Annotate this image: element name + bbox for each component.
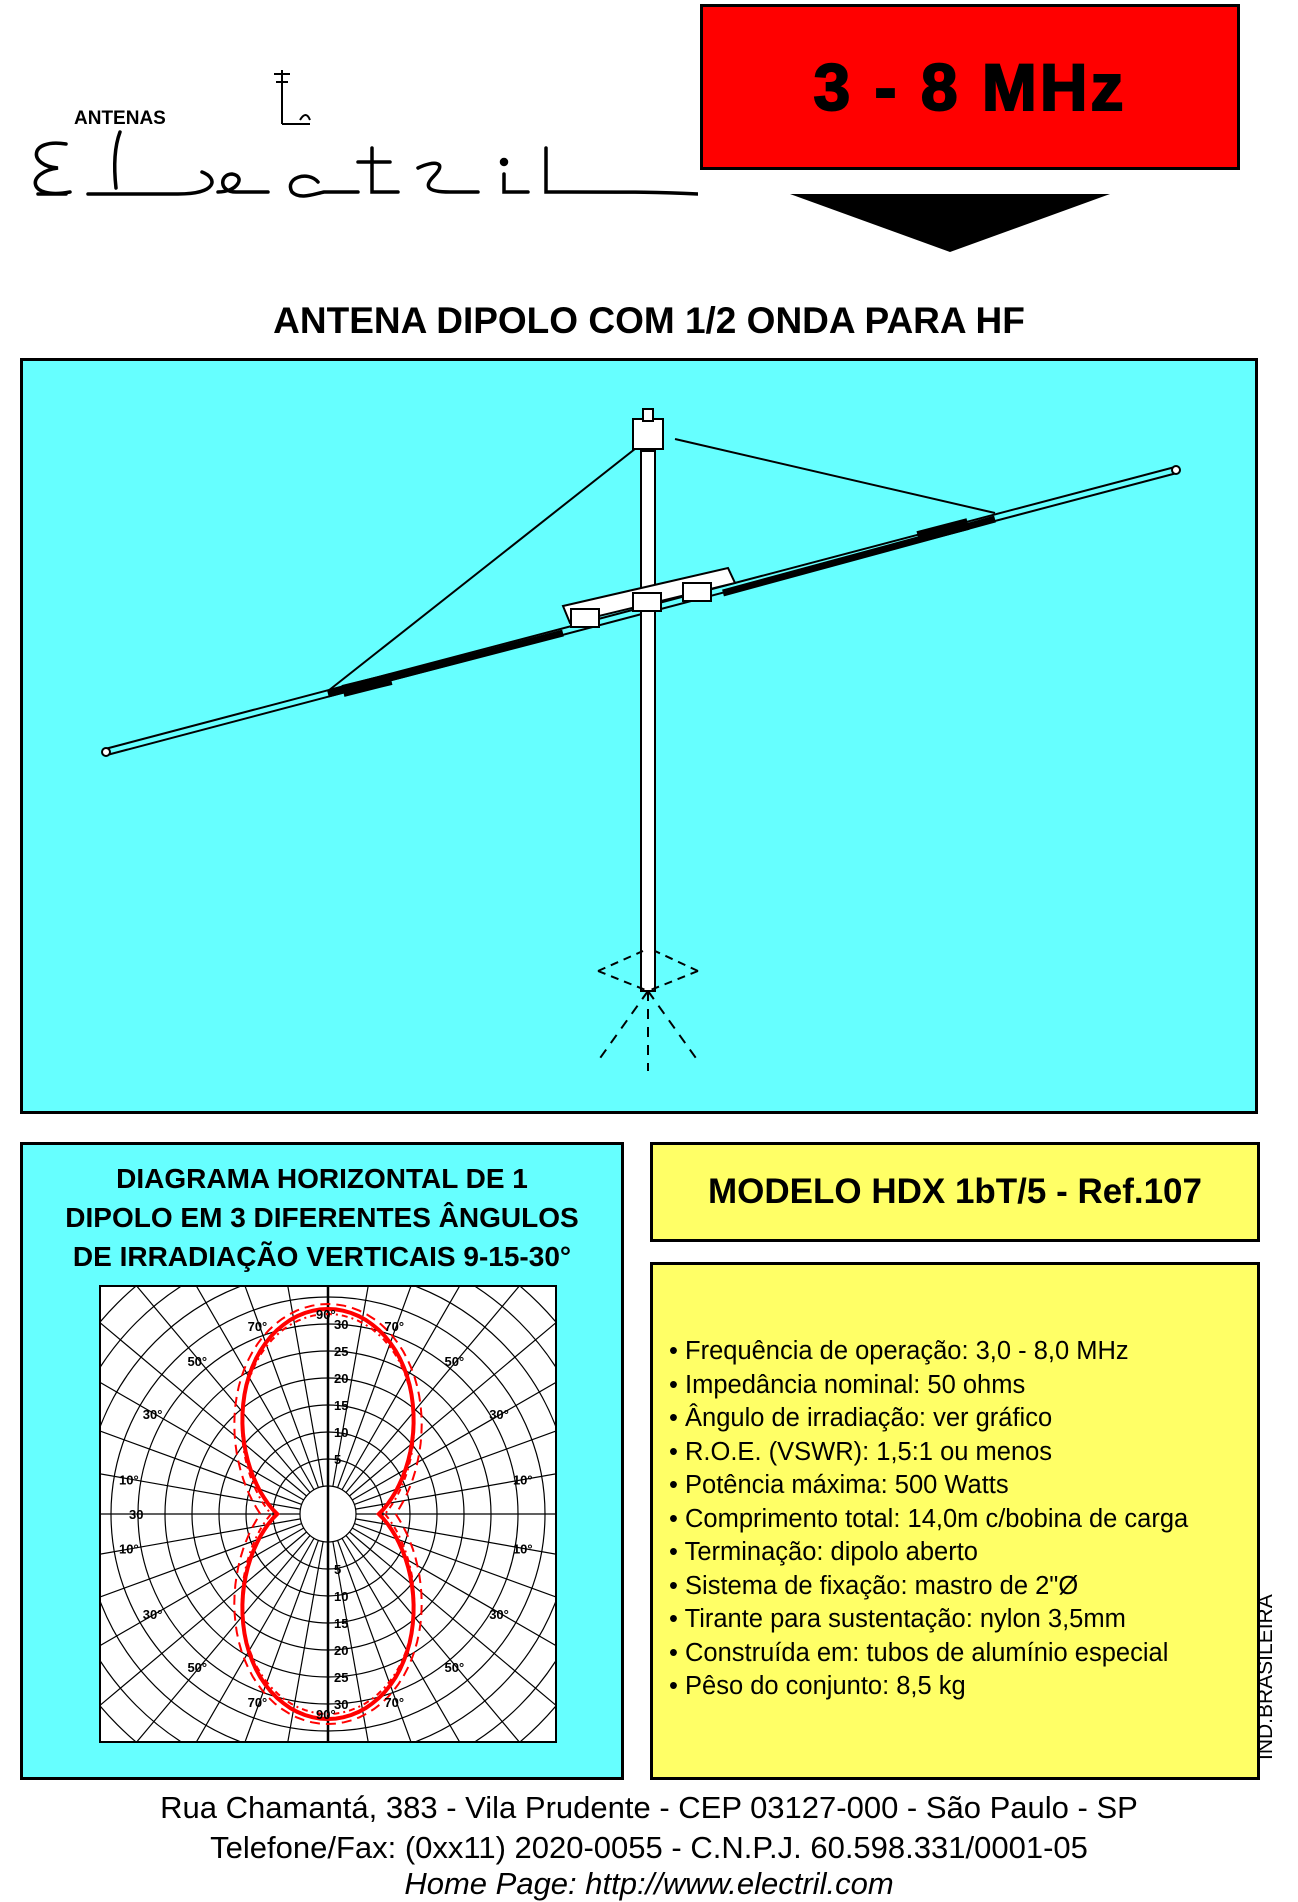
model-box xyxy=(650,1142,1260,1242)
angle-label: 10° xyxy=(119,1541,139,1557)
angle-label: 50° xyxy=(187,1353,208,1369)
angle-label: 70° xyxy=(384,1694,405,1710)
model-name: MODELO HDX 1bT/5 - Ref.107 xyxy=(708,1172,1202,1211)
spec-item: • Terminação: dipolo aberto xyxy=(669,1536,1188,1570)
spec-item: • Tirante para sustentação: nylon 3,5mm xyxy=(669,1603,1188,1637)
angle-label: 90° xyxy=(316,1307,336,1322)
angle-label: 30° xyxy=(142,1607,163,1622)
angle-label: 90° xyxy=(316,1707,336,1722)
horizontal-diagram-panel xyxy=(20,1142,624,1780)
spec-item: • Ângulo de irradiação: ver gráfico xyxy=(669,1402,1188,1436)
dipole-antenna-drawing xyxy=(23,361,1255,1111)
frequency-range: 3 - 8 MHz xyxy=(813,50,1127,124)
diagram-title-line: DIAGRAMA HORIZONTAL DE 1 xyxy=(116,1163,528,1194)
spec-item: • Comprimento total: 14,0m c/bobina de carga xyxy=(669,1503,1188,1537)
angle-label: 70° xyxy=(247,1319,268,1335)
radial-label: 25 xyxy=(334,1344,349,1359)
angle-label: 10° xyxy=(512,1541,533,1557)
spec-item: • Potência máxima: 500 Watts xyxy=(669,1469,1188,1503)
diagram-title-line: DE IRRADIAÇÃO VERTICAIS 9-15-30° xyxy=(72,1241,572,1272)
radial-label: 10 xyxy=(334,1425,349,1440)
frequency-banner xyxy=(700,4,1240,170)
page-title: ANTENA DIPOLO COM 1/2 ONDA PARA HF xyxy=(273,300,1025,341)
diagram-title-line: DIPOLO EM 3 DIFERENTES ÂNGULOS xyxy=(65,1202,579,1233)
radial-label: 5 xyxy=(334,1562,342,1577)
spec-item: • Frequência de operação: 3,0 - 8,0 MHz xyxy=(669,1335,1188,1369)
spec-item: • Sistema de fixação: mastro de 2"Ø xyxy=(669,1570,1188,1604)
footer-phone: Telefone/Fax: (0xx11) 2020-0055 - C.N.P.J. 60.598.331/0001-05 xyxy=(210,1830,1088,1865)
side-radial-label: 30 xyxy=(129,1507,144,1522)
brand-logo xyxy=(18,62,698,212)
origin-note: IND.BRASILEIRA xyxy=(1254,1594,1277,1760)
angle-label: 50° xyxy=(444,1660,465,1676)
angle-label: 30° xyxy=(489,1607,509,1622)
diagram-title xyxy=(23,1159,621,1276)
polar-radiation-chart xyxy=(99,1285,557,1743)
radial-label: 5 xyxy=(334,1452,342,1467)
angle-label: 30° xyxy=(489,1407,509,1422)
spec-item: • Impedância nominal: 50 ohms xyxy=(669,1369,1188,1403)
angle-label: 10° xyxy=(512,1472,533,1488)
radial-label: 20 xyxy=(334,1371,349,1386)
angle-label: 70° xyxy=(247,1694,268,1710)
radial-label: 20 xyxy=(334,1643,349,1658)
footer-address: Rua Chamantá, 383 - Vila Prudente - CEP 03127-000 - São Paulo - SP xyxy=(160,1790,1138,1825)
radial-label: 30 xyxy=(334,1697,349,1712)
specifications-box xyxy=(650,1262,1260,1780)
radial-label: 25 xyxy=(334,1670,349,1685)
brand-small-label: ANTENAS xyxy=(74,108,166,129)
radial-label: 10 xyxy=(334,1589,349,1604)
tower-icon xyxy=(274,70,310,124)
radial-label: 15 xyxy=(334,1398,349,1413)
antenna-illustration-panel xyxy=(20,358,1258,1114)
angle-label: 50° xyxy=(444,1353,465,1369)
spec-item: • R.O.E. (VSWR): 1,5:1 ou menos xyxy=(669,1436,1188,1470)
down-arrow-icon xyxy=(790,194,1110,254)
spec-item: • Pêso do conjunto: 8,5 kg xyxy=(669,1670,1188,1704)
angle-label: 50° xyxy=(187,1660,208,1676)
angle-label: 30° xyxy=(142,1407,163,1422)
angle-label: 10° xyxy=(119,1472,139,1488)
radial-label: 30 xyxy=(334,1317,349,1332)
angle-label: 70° xyxy=(384,1319,405,1335)
footer-homepage-link[interactable]: Home Page: http://www.electril.com xyxy=(404,1866,894,1901)
spec-item: • Construída em: tubos de alumínio especial xyxy=(669,1637,1188,1671)
radial-label: 15 xyxy=(334,1616,349,1631)
spec-list xyxy=(669,1335,1188,1704)
brand-script-name xyxy=(35,132,698,196)
